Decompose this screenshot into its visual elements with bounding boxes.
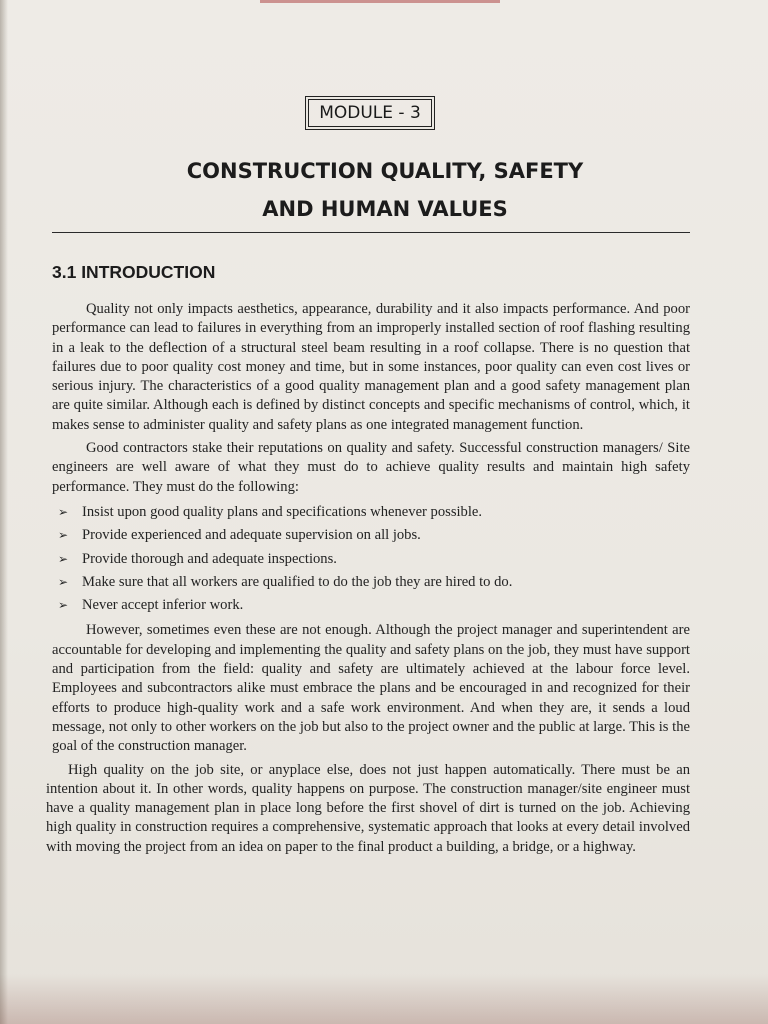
list-item bbox=[52, 501, 690, 524]
module-label: MODULE - 3 bbox=[319, 103, 421, 123]
module-label-box bbox=[305, 96, 435, 130]
list-item bbox=[52, 548, 690, 571]
paragraph-2: Good contractors stake their reputations on quality and safety. Successful construction managers/ Site engineers are well aware of what they must do to achieve quality results and maintain high safety performance. They must do the following: bbox=[52, 440, 690, 495]
list-item-text: Insist upon good quality plans and specifications whenever possible. bbox=[82, 503, 483, 520]
chapter-title-line-1: CONSTRUCTION QUALITY, SAFETY bbox=[186, 159, 584, 183]
arrowhead-icon: ➢ bbox=[58, 574, 69, 589]
arrowhead-icon: ➢ bbox=[58, 598, 69, 613]
paragraph-4: High quality on the job site, or anyplace else, does not just happen automatically. There must be an intention about it. In other words, quality happens on purpose. The construction manager/site engineer must have a quality management plan in place long before the first shovel of dirt is turned on the job. Achieving high quality in construction requires a comprehensive, systematic approach that looks at every detail involved with moving the project from an idea on paper to the final product a building, a bridge, or a highway. bbox=[46, 761, 690, 855]
arrowhead-icon: ➢ bbox=[58, 551, 69, 566]
paragraph-1: Quality not only impacts aesthetics, appearance, durability and it also impacts performance. And poor performance can lead to failures in everything from an improperly installed section of roof flashing resulting in a leak to the deflection of a structural steel beam resulting in a roof collapse. There is no question that failures due to poor quality cost money and time, but in some instances, poor quality can even cost lives or serious injury. The characteristics of a good quality management plan and a good safety management plan are quite similar. Although each is defined by distinct concepts and specific mechanisms of control, which, it makes sense to administer quality and safety plans as one integrated management function. bbox=[52, 301, 690, 433]
list-item-text: Provide experienced and adequate supervision on all jobs. bbox=[82, 527, 421, 544]
title-divider bbox=[52, 232, 690, 233]
list-item bbox=[52, 594, 690, 617]
arrowhead-icon: ➢ bbox=[58, 528, 69, 543]
page-top-mark bbox=[260, 0, 500, 3]
chapter-title-line-2: AND HUMAN VALUES bbox=[262, 197, 508, 221]
list-item bbox=[52, 524, 690, 547]
list-item-text: Provide thorough and adequate inspections. bbox=[82, 550, 337, 567]
page-bottom-shadow bbox=[0, 974, 768, 1024]
requirements-list bbox=[52, 501, 690, 617]
list-item bbox=[52, 571, 690, 594]
list-item-text: Make sure that all workers are qualified to do the job they are hired to do. bbox=[82, 573, 513, 590]
chapter-title bbox=[100, 152, 670, 228]
arrowhead-icon: ➢ bbox=[58, 504, 69, 519]
body-text bbox=[46, 300, 690, 861]
section-heading: 3.1 INTRODUCTION bbox=[52, 262, 216, 282]
list-item-text: Never accept inferior work. bbox=[82, 597, 244, 614]
paragraph-3: However, sometimes even these are not enough. Although the project manager and superintendent are accountable for developing and implementing the quality and safety plans on the job, they must have support and participation from the field: quality and safety are ultimately achieved at the labour force level. Employees and subcontractors alike must embrace the plans and be encouraged in and recognized for their efforts to produce high-quality work and a safe work environment. And when they are, it sends a loud message, not only to other workers on the job but also to the project owner and the public at large. This is the goal of the construction manager. bbox=[52, 622, 690, 755]
page-edge-shadow bbox=[0, 0, 8, 1024]
